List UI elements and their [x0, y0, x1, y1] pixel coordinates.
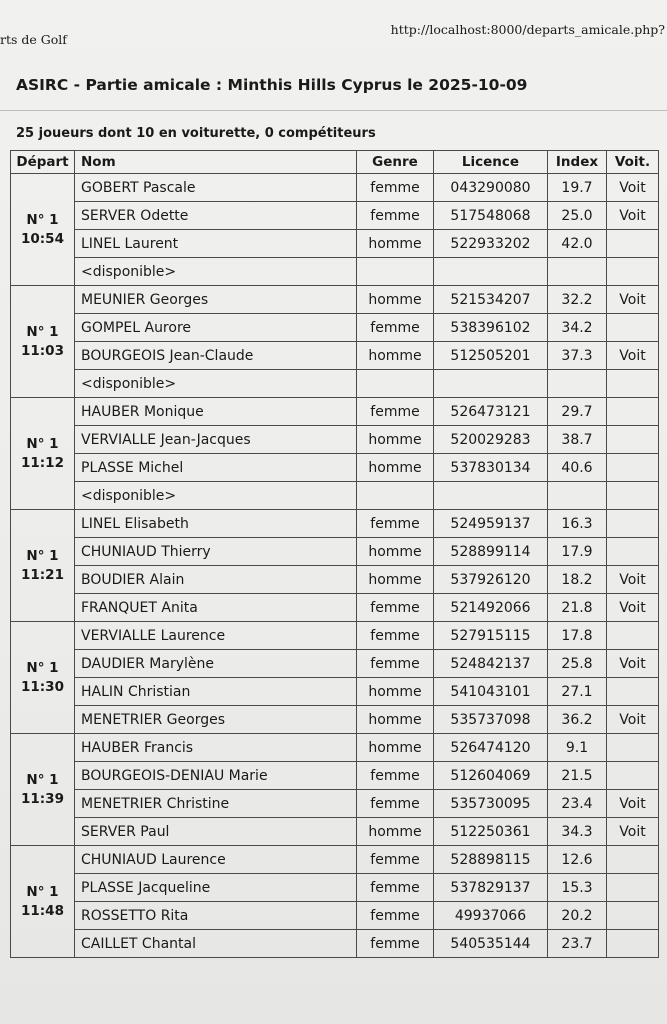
tee-time-cell [11, 622, 75, 734]
player-gender: homme [357, 734, 434, 762]
player-licence: 043290080 [434, 174, 548, 202]
player-gender: femme [357, 174, 434, 202]
player-name: MENETRIER Christine [75, 790, 357, 818]
title-divider [0, 110, 667, 111]
player-row [11, 706, 659, 734]
tee-time: 11:48 [21, 902, 64, 919]
player-row [11, 202, 659, 230]
tee-time: 11:39 [21, 790, 64, 807]
player-gender: femme [357, 622, 434, 650]
player-cart: Voit [607, 342, 659, 370]
player-index [548, 258, 607, 286]
player-name: <disponible> [75, 482, 357, 510]
print-header-title: rts de Golf [0, 32, 67, 47]
player-name: CAILLET Chantal [75, 930, 357, 958]
player-row [11, 454, 659, 482]
tee-time: 11:21 [21, 566, 64, 583]
player-row [11, 510, 659, 538]
player-index: 25.0 [548, 202, 607, 230]
player-gender: femme [357, 762, 434, 790]
tee-hole: N° 1 [26, 211, 59, 228]
player-index: 37.3 [548, 342, 607, 370]
player-row [11, 370, 659, 398]
player-cart [607, 846, 659, 874]
player-index: 34.2 [548, 314, 607, 342]
player-licence: 526474120 [434, 734, 548, 762]
player-row [11, 258, 659, 286]
player-index: 23.4 [548, 790, 607, 818]
player-name: LINEL Elisabeth [75, 510, 357, 538]
player-licence [434, 258, 548, 286]
players-summary: 25 joueurs dont 10 en voiturette, 0 compétiteurs [16, 126, 376, 141]
print-header [0, 22, 667, 46]
player-gender: femme [357, 202, 434, 230]
player-gender: femme [357, 398, 434, 426]
player-name: GOMPEL Aurore [75, 314, 357, 342]
player-cart [607, 622, 659, 650]
player-cart [607, 902, 659, 930]
player-row [11, 874, 659, 902]
player-row [11, 314, 659, 342]
player-row [11, 818, 659, 846]
player-index: 36.2 [548, 706, 607, 734]
player-licence: 540535144 [434, 930, 548, 958]
player-gender: homme [357, 818, 434, 846]
player-licence: 524959137 [434, 510, 548, 538]
tee-hole: N° 1 [26, 771, 59, 788]
tee-times-table [10, 150, 659, 958]
player-cart [607, 762, 659, 790]
player-row [11, 174, 659, 202]
player-row [11, 482, 659, 510]
player-index: 42.0 [548, 230, 607, 258]
player-licence: 535737098 [434, 706, 548, 734]
player-licence: 521492066 [434, 594, 548, 622]
player-licence: 537926120 [434, 566, 548, 594]
player-cart: Voit [607, 566, 659, 594]
player-name: VERVIALLE Laurence [75, 622, 357, 650]
player-gender: homme [357, 342, 434, 370]
tee-time: 11:12 [21, 454, 64, 471]
player-cart: Voit [607, 706, 659, 734]
tee-time-cell [11, 510, 75, 622]
player-index: 21.8 [548, 594, 607, 622]
player-cart [607, 482, 659, 510]
tee-hole: N° 1 [26, 659, 59, 676]
player-name: PLASSE Jacqueline [75, 874, 357, 902]
player-cart [607, 314, 659, 342]
player-gender: femme [357, 874, 434, 902]
player-gender: homme [357, 566, 434, 594]
player-index: 17.9 [548, 538, 607, 566]
player-name: MENETRIER Georges [75, 706, 357, 734]
player-licence: 537830134 [434, 454, 548, 482]
player-cart [607, 454, 659, 482]
player-name: BOURGEOIS-DENIAU Marie [75, 762, 357, 790]
player-cart [607, 426, 659, 454]
col-header-depart: Départ [11, 151, 75, 174]
player-cart: Voit [607, 594, 659, 622]
player-cart [607, 538, 659, 566]
player-gender: homme [357, 230, 434, 258]
player-name: VERVIALLE Jean-Jacques [75, 426, 357, 454]
player-cart [607, 874, 659, 902]
player-gender: femme [357, 650, 434, 678]
table-body [11, 174, 659, 958]
player-gender: femme [357, 790, 434, 818]
player-name: FRANQUET Anita [75, 594, 357, 622]
player-row [11, 342, 659, 370]
player-row [11, 398, 659, 426]
player-name: MEUNIER Georges [75, 286, 357, 314]
player-cart [607, 370, 659, 398]
player-gender: femme [357, 594, 434, 622]
player-licence: 541043101 [434, 678, 548, 706]
player-index: 21.5 [548, 762, 607, 790]
player-row [11, 650, 659, 678]
player-name: HALIN Christian [75, 678, 357, 706]
player-licence: 517548068 [434, 202, 548, 230]
player-licence: 512604069 [434, 762, 548, 790]
tee-hole: N° 1 [26, 435, 59, 452]
player-cart [607, 678, 659, 706]
player-cart: Voit [607, 650, 659, 678]
player-licence: 524842137 [434, 650, 548, 678]
player-name: BOUDIER Alain [75, 566, 357, 594]
col-header-voit: Voit. [607, 151, 659, 174]
player-cart: Voit [607, 790, 659, 818]
player-name: SERVER Paul [75, 818, 357, 846]
player-gender: homme [357, 286, 434, 314]
player-index: 16.3 [548, 510, 607, 538]
page-title: ASIRC - Partie amicale : Minthis Hills Cyprus le 2025-10-09 [16, 76, 528, 94]
player-cart [607, 230, 659, 258]
player-name: HAUBER Francis [75, 734, 357, 762]
player-gender: femme [357, 930, 434, 958]
player-index: 34.3 [548, 818, 607, 846]
tee-hole: N° 1 [26, 547, 59, 564]
tee-time: 11:30 [21, 678, 64, 695]
player-licence [434, 370, 548, 398]
player-name: DAUDIER Marylène [75, 650, 357, 678]
player-index: 17.8 [548, 622, 607, 650]
player-cart: Voit [607, 202, 659, 230]
player-row [11, 566, 659, 594]
player-licence: 521534207 [434, 286, 548, 314]
player-licence: 527915115 [434, 622, 548, 650]
player-cart [607, 258, 659, 286]
player-row [11, 790, 659, 818]
player-cart [607, 398, 659, 426]
tee-time-cell [11, 286, 75, 398]
player-gender: homme [357, 538, 434, 566]
player-gender [357, 370, 434, 398]
player-name: GOBERT Pascale [75, 174, 357, 202]
player-row [11, 622, 659, 650]
player-name: PLASSE Michel [75, 454, 357, 482]
player-row [11, 846, 659, 874]
player-licence: 535730095 [434, 790, 548, 818]
player-index: 19.7 [548, 174, 607, 202]
tee-time: 10:54 [21, 230, 64, 247]
player-gender: homme [357, 706, 434, 734]
player-gender [357, 482, 434, 510]
player-gender: femme [357, 902, 434, 930]
player-row [11, 230, 659, 258]
player-row [11, 930, 659, 958]
player-licence: 528899114 [434, 538, 548, 566]
player-gender: femme [357, 846, 434, 874]
tee-hole: N° 1 [26, 883, 59, 900]
tee-hole: N° 1 [26, 323, 59, 340]
player-name: CHUNIAUD Thierry [75, 538, 357, 566]
player-licence: 520029283 [434, 426, 548, 454]
player-index [548, 370, 607, 398]
player-cart: Voit [607, 286, 659, 314]
player-index: 38.7 [548, 426, 607, 454]
player-name: SERVER Odette [75, 202, 357, 230]
player-licence: 538396102 [434, 314, 548, 342]
player-row [11, 762, 659, 790]
player-licence: 528898115 [434, 846, 548, 874]
player-index: 25.8 [548, 650, 607, 678]
player-name: <disponible> [75, 258, 357, 286]
player-licence [434, 482, 548, 510]
player-index: 27.1 [548, 678, 607, 706]
player-gender: homme [357, 426, 434, 454]
col-header-nom: Nom [75, 151, 357, 174]
player-index: 20.2 [548, 902, 607, 930]
player-index: 32.2 [548, 286, 607, 314]
player-gender: homme [357, 454, 434, 482]
player-row [11, 538, 659, 566]
player-name: BOURGEOIS Jean-Claude [75, 342, 357, 370]
player-name: ROSSETTO Rita [75, 902, 357, 930]
player-row [11, 594, 659, 622]
player-licence: 522933202 [434, 230, 548, 258]
player-gender: femme [357, 510, 434, 538]
player-index: 40.6 [548, 454, 607, 482]
player-cart [607, 510, 659, 538]
tee-time-cell [11, 734, 75, 846]
player-row [11, 902, 659, 930]
player-row [11, 678, 659, 706]
tee-time-cell [11, 398, 75, 510]
player-index: 23.7 [548, 930, 607, 958]
col-header-genre: Genre [357, 151, 434, 174]
player-licence: 526473121 [434, 398, 548, 426]
player-licence: 512250361 [434, 818, 548, 846]
player-licence: 537829137 [434, 874, 548, 902]
player-cart [607, 734, 659, 762]
player-licence: 512505201 [434, 342, 548, 370]
print-header-url: http://localhost:8000/departs_amicale.php? [390, 22, 665, 37]
player-row [11, 734, 659, 762]
col-header-index: Index [548, 151, 607, 174]
player-index: 12.6 [548, 846, 607, 874]
tee-time-cell [11, 174, 75, 286]
player-index [548, 482, 607, 510]
player-cart: Voit [607, 818, 659, 846]
tee-time: 11:03 [21, 342, 64, 359]
player-name: CHUNIAUD Laurence [75, 846, 357, 874]
player-licence: 49937066 [434, 902, 548, 930]
player-cart [607, 930, 659, 958]
player-name: LINEL Laurent [75, 230, 357, 258]
table-header-row [11, 151, 659, 174]
player-gender: femme [357, 314, 434, 342]
player-index: 15.3 [548, 874, 607, 902]
player-gender: homme [357, 678, 434, 706]
tee-time-cell [11, 846, 75, 958]
player-name: HAUBER Monique [75, 398, 357, 426]
player-row [11, 426, 659, 454]
player-row [11, 286, 659, 314]
player-cart: Voit [607, 174, 659, 202]
player-name: <disponible> [75, 370, 357, 398]
col-header-licence: Licence [434, 151, 548, 174]
player-gender [357, 258, 434, 286]
player-index: 29.7 [548, 398, 607, 426]
player-index: 18.2 [548, 566, 607, 594]
player-index: 9.1 [548, 734, 607, 762]
